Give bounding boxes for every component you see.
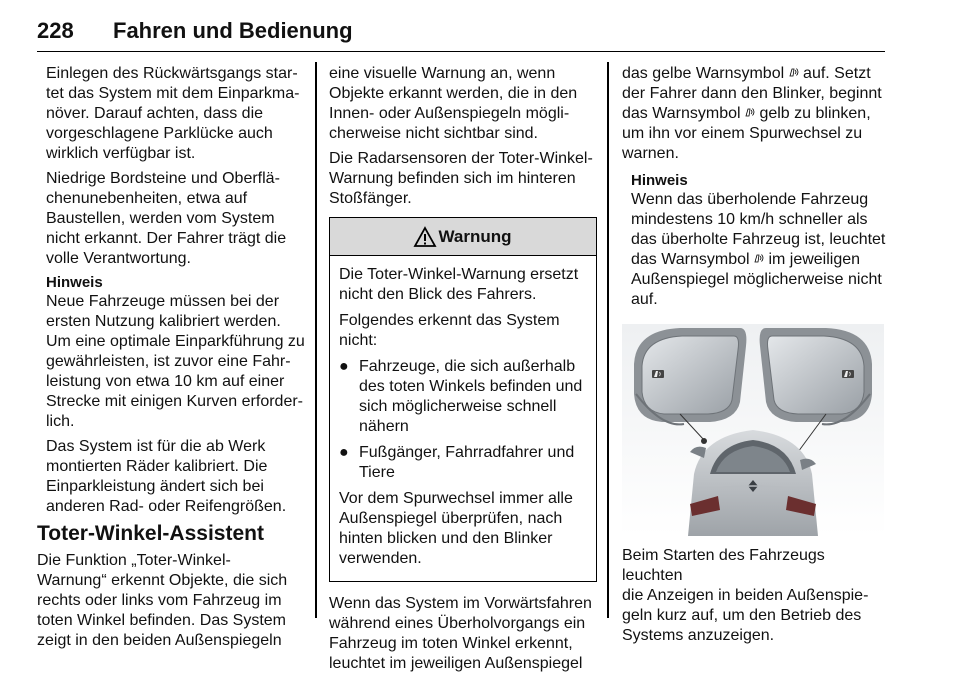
- warning-text-2: Folgendes erkennt das System nicht:: [339, 312, 560, 349]
- note-overtaking: [622, 172, 888, 310]
- chapter-title: Fahren und Bedienung: [113, 18, 353, 43]
- warning-triangle-icon: [414, 227, 436, 247]
- warning-text-3: Vor dem Spurwechsel immer alle Außenspiegel überprüfen, nach hinten blicken und den Blinker verwenden.: [339, 490, 573, 567]
- paragraph-bsd-intro: Die Funktion „Toter-Winkel- Warnung“ erkennt Objekte, die sich rechts oder links vom Fahrzeug im toten Winkel befinden. Das System zeigt in den beiden Außenspiegeln: [37, 552, 288, 649]
- paragraph-warning-symbol: das gelbe Warnsymbol auf. Setzt der Fahrer dann den Blinker, beginnt das Warnsymbol gelb zu blinken, um ihn vor einem Spurwechsel zu warnen.: [622, 65, 882, 162]
- column-2: [329, 64, 597, 679]
- mirror-illustration: [622, 324, 884, 536]
- note-title: Hinweis: [631, 172, 688, 189]
- section-heading: Toter-Winkel-Assistent: [37, 522, 264, 545]
- left-mirror: [634, 328, 746, 424]
- paragraph-curbs: Niedrige Bordsteine und Oberflä- chenunebenheiten, etwa auf Baustellen, werden vom System nicht erkannt. Der Fahrer trägt die volle Verantwortung.: [46, 170, 287, 267]
- warning-bullet-2: ● Fußgänger, Fahrradfahrer und Tiere: [339, 444, 575, 481]
- car-mirrors-image: [622, 324, 884, 536]
- warning-title: Warnung: [438, 226, 512, 246]
- blind-spot-warning-icon: [745, 107, 755, 117]
- page-number: 228: [37, 18, 74, 43]
- paragraph-startup: Beim Starten des Fahrzeugs leuchten die Anzeigen in beiden Außenspie- geln kurz auf, um den Betrieb des Systems anzuzeigen.: [622, 547, 869, 644]
- bullet-dot: ●: [339, 444, 349, 461]
- column-3: [622, 64, 888, 651]
- note-calibration: [37, 274, 305, 432]
- paragraph-forward-driving: Wenn das System im Vorwärtsfahren während eines Überholvorgangs ein Fahrzeug im toten Winkel erkennt, leuchtet im jeweiligen Außenspiegel: [329, 595, 592, 672]
- note-title: Hinweis: [46, 274, 103, 291]
- blind-spot-warning-icon: [789, 67, 799, 77]
- paragraph-reverse-gear: Einlegen des Rückwärtsgangs star- tet das System mit dem Einparkma- növer. Darauf achten, dass die vorgeschlagene Parklücke auch wirklich verfügbar ist.: [46, 65, 300, 162]
- column-1: [37, 64, 305, 656]
- warning-box: [329, 217, 597, 582]
- blind-spot-warning-icon: [754, 253, 764, 263]
- note-text: Wenn das überholende Fahrzeug mindestens 10 km/h schneller als das überholte Fahrzeug ist, leuchtet das Warnsymbol im jeweiligen Außenspiegel möglicherweise nicht auf.: [631, 191, 886, 308]
- page-header: [37, 12, 885, 52]
- bullet-dot: ●: [339, 358, 349, 375]
- paragraph-radar: Die Radarsensoren der Toter-Winkel- Warnung befinden sich im hinteren Stoßfänger.: [329, 150, 593, 207]
- warning-bullet-1: ● Fahrzeuge, die sich außerhalb des toten Winkels befinden und sich möglicherweise schnell nähern: [339, 358, 583, 435]
- paragraph-wheels: Das System ist für die ab Werk montierten Räder kalibriert. Die Einparkleistung ändert sich bei anderen Rad- oder Reifengrößen.: [46, 438, 287, 515]
- column-divider-1: [315, 62, 317, 618]
- right-mirror: [760, 328, 872, 424]
- warning-text-1: Die Toter-Winkel-Warnung ersetzt nicht den Blick des Fahrers.: [339, 266, 579, 303]
- note-text: Neue Fahrzeuge müssen bei der ersten Nutzung kalibriert werden. Um eine optimale Einparkführung zu gewährleisten, ist zuvor eine Fahr- leistung von etwa 10 km auf einer Strecke mit einigen Kurven erforder- lich.: [46, 293, 305, 430]
- paragraph-visual-warning: eine visuelle Warnung an, wenn Objekte erkannt werden, die in den Innen- oder Außenspiegeln mögli- cherweise nicht sichtbar sind.: [329, 65, 578, 142]
- column-divider-2: [607, 62, 609, 618]
- warning-header: [330, 218, 596, 256]
- warning-body: [330, 256, 596, 581]
